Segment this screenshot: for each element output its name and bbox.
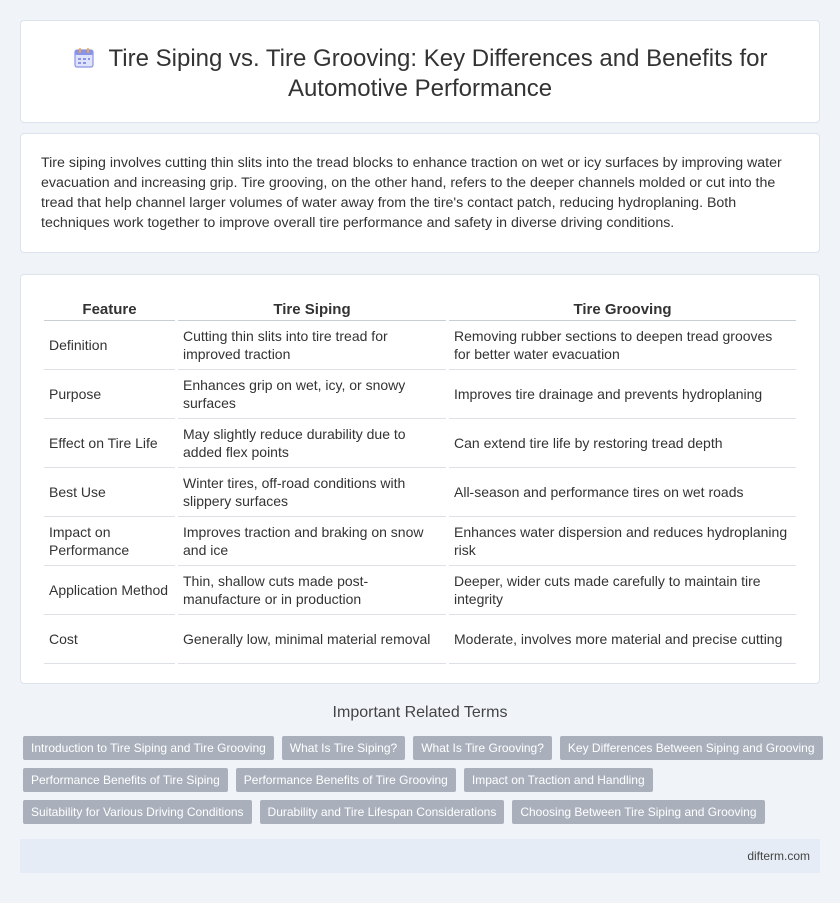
title-card [20,20,820,123]
feature-cell: Best Use [44,468,175,517]
feature-cell: Impact on Performance [44,517,175,566]
comparison-table [41,295,799,664]
feature-cell: Definition [44,321,175,370]
feature-cell: Effect on Tire Life [44,419,175,468]
page-title [21,44,819,104]
siping-cell: Enhances grip on wet, icy, or snowy surfaces [178,370,446,419]
intro-text: Tire siping involves cutting thin slits into the tread blocks to enhance traction on wet or icy surfaces by improving water evacuation and increasing grip. Tire grooving, on the other hand, refers to the deeper channels molded or cut into the tread that help channel larger volumes of water away from the tire's contact patch, reducing hydroplaning. Both techniques work together to improve overall tire performance and safety in diverse driving conditions. [41,155,782,231]
siping-cell: Winter tires, off-road conditions with slippery surfaces [178,468,446,517]
siping-cell: Cutting thin slits into tire tread for improved traction [178,321,446,370]
grooving-cell: All-season and performance tires on wet roads [449,468,796,517]
related-term-link[interactable]: Performance Benefits of Tire Siping [23,768,228,792]
tag-row [23,736,823,760]
table-row [44,615,796,664]
grooving-cell: Moderate, involves more material and precise cutting [449,615,796,664]
related-term-link[interactable]: Performance Benefits of Tire Grooving [236,768,456,792]
related-term-link[interactable]: Durability and Tire Lifespan Considerations [260,800,505,824]
comparison-card [20,274,820,684]
intro-card [20,133,820,253]
header-feature: Feature [44,295,175,321]
feature-cell: Application Method [44,566,175,615]
table-row [44,468,796,517]
grooving-cell: Enhances water dispersion and reduces hydroplaning risk [449,517,796,566]
related-term-link[interactable]: Choosing Between Tire Siping and Grooving [512,800,764,824]
footer [20,839,820,873]
table-header-row [44,295,796,321]
footer-brand[interactable]: difterm.com [747,849,810,863]
grooving-cell: Deeper, wider cuts made carefully to maintain tire integrity [449,566,796,615]
header-grooving: Tire Grooving [449,295,796,321]
related-term-link[interactable]: Impact on Traction and Handling [464,768,653,792]
header-siping: Tire Siping [178,295,446,321]
calendar-icon [73,47,95,69]
table-row [44,566,796,615]
siping-cell: Improves traction and braking on snow and ice [178,517,446,566]
tag-row [23,800,823,824]
table-row [44,370,796,419]
related-term-link[interactable]: Key Differences Between Siping and Grooving [560,736,823,760]
feature-cell: Purpose [44,370,175,419]
related-term-link[interactable]: What Is Tire Siping? [282,736,405,760]
grooving-cell: Removing rubber sections to deepen tread grooves for better water evacuation [449,321,796,370]
title-line-1: Tire Siping vs. Tire Grooving: Key Differences and Benefits for [108,45,768,72]
related-terms-list [23,736,823,832]
title-line-2: Automotive Performance [287,75,553,102]
table-row [44,321,796,370]
table-row [44,517,796,566]
grooving-cell: Improves tire drainage and prevents hydroplaning [449,370,796,419]
grooving-cell: Can extend tire life by restoring tread depth [449,419,796,468]
related-terms-heading: Important Related Terms [332,704,508,721]
siping-cell: May slightly reduce durability due to added flex points [178,419,446,468]
siping-cell: Generally low, minimal material removal [178,615,446,664]
siping-cell: Thin, shallow cuts made post-manufacture or in production [178,566,446,615]
tag-row [23,768,823,792]
table-row [44,419,796,468]
related-term-link[interactable]: Suitability for Various Driving Conditions [23,800,252,824]
related-term-link[interactable]: What Is Tire Grooving? [413,736,552,760]
feature-cell: Cost [44,615,175,664]
related-term-link[interactable]: Introduction to Tire Siping and Tire Grooving [23,736,274,760]
